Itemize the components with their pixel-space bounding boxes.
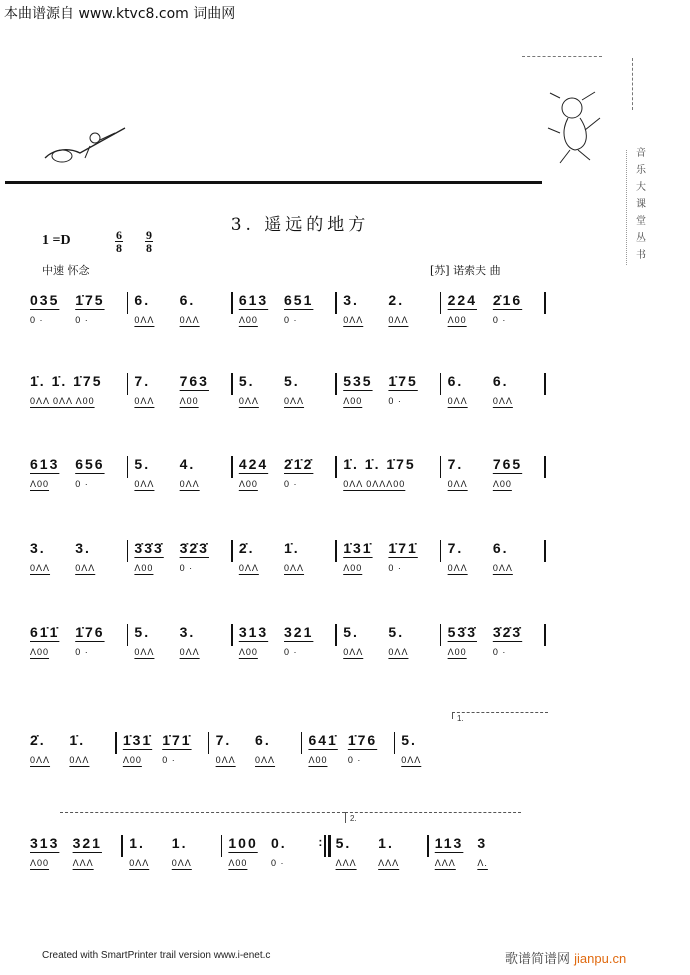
barline bbox=[329, 373, 343, 395]
melody-notes: 1̇75 bbox=[75, 292, 105, 308]
melody-notes: 2̇16 bbox=[492, 292, 523, 308]
melody-notes: 2̇. bbox=[30, 732, 46, 748]
accompaniment-notes: 0 · bbox=[347, 755, 362, 765]
accompaniment-notes: Λ00 bbox=[308, 755, 328, 765]
accompaniment-notes: Λ00 bbox=[134, 563, 154, 573]
melody-notes: 313 bbox=[238, 624, 269, 640]
barline bbox=[434, 373, 448, 395]
accompaniment-notes: 0ΛΛ 0ΛΛΛ00 bbox=[343, 479, 406, 489]
melody-notes: 641̇ bbox=[308, 732, 338, 748]
accompaniment-notes: 0 · bbox=[284, 315, 298, 325]
accompaniment-notes: 0 · bbox=[75, 315, 89, 325]
accompaniment-notes: 0ΛΛ bbox=[343, 647, 364, 657]
beat bbox=[448, 373, 493, 406]
melody-notes: 6. bbox=[492, 373, 509, 389]
accompaniment-notes: 0 · bbox=[492, 315, 507, 325]
melody-notes: 1̇71̇ bbox=[162, 732, 192, 748]
accompaniment-notes: 0 · bbox=[30, 315, 44, 325]
melody-notes: 6. bbox=[255, 732, 271, 748]
accompaniment-notes: 0ΛΛ bbox=[134, 479, 155, 489]
score-row bbox=[30, 292, 552, 325]
time-signature-9-8 bbox=[145, 229, 153, 254]
volta-bracket-2 bbox=[345, 812, 521, 823]
time-den: 8 bbox=[116, 241, 122, 255]
accompaniment-notes: 0 · bbox=[75, 647, 89, 657]
beat bbox=[123, 732, 162, 765]
melody-notes: 3. bbox=[75, 540, 91, 556]
volta-bracket-1 bbox=[452, 712, 548, 723]
accompaniment-notes: 0 · bbox=[492, 647, 507, 657]
beat bbox=[239, 624, 284, 657]
accompaniment-notes: Λ00 bbox=[447, 315, 467, 325]
accompaniment-notes: ΛΛΛ bbox=[434, 858, 456, 868]
decorative-dashed-line bbox=[522, 56, 602, 57]
accompaniment-notes: 0ΛΛ bbox=[388, 315, 409, 325]
beat bbox=[239, 456, 284, 489]
barline bbox=[120, 624, 134, 646]
beat bbox=[228, 835, 271, 868]
beat bbox=[343, 373, 388, 406]
melody-notes: 535 bbox=[343, 373, 373, 389]
beat bbox=[180, 456, 225, 489]
decorative-dotted-line bbox=[626, 150, 627, 265]
beat bbox=[343, 624, 388, 657]
beat bbox=[388, 292, 433, 325]
melody-notes: 5. bbox=[388, 624, 405, 640]
accompaniment-notes: 0ΛΛ bbox=[179, 647, 200, 657]
melody-notes: 1̇31̇ bbox=[122, 732, 153, 748]
melody-notes: 1̇76 bbox=[75, 624, 105, 640]
melody-notes: 763 bbox=[179, 373, 209, 389]
accompaniment-notes: Λ00 bbox=[30, 858, 50, 868]
source-watermark: 本曲谱源自 www.ktvc8.com 词曲网 bbox=[4, 6, 236, 22]
accompaniment-notes: Λ00 bbox=[30, 479, 50, 489]
melody-notes: 2̇. bbox=[238, 540, 255, 556]
barline bbox=[225, 373, 239, 395]
melody-notes: 3. bbox=[30, 540, 46, 556]
beat bbox=[493, 624, 538, 657]
melody-notes: 5. bbox=[134, 456, 151, 472]
song-title: 3. 遥远的地方 bbox=[230, 215, 370, 235]
accompaniment-notes: 0 · bbox=[179, 563, 194, 573]
accompaniment-notes: ΛΛΛ bbox=[335, 858, 357, 868]
melody-notes: 7. bbox=[447, 456, 464, 472]
beat bbox=[180, 624, 225, 657]
melody-notes: 321 bbox=[284, 624, 314, 640]
accompaniment-notes: 0ΛΛ bbox=[255, 755, 276, 765]
accompaniment-notes: 0ΛΛ bbox=[492, 563, 513, 573]
melody-notes: 0. bbox=[270, 835, 287, 851]
beat bbox=[448, 624, 493, 657]
accompaniment-notes: 0 · bbox=[284, 479, 298, 489]
melody-notes: 1. bbox=[171, 835, 188, 851]
beat bbox=[435, 835, 478, 868]
barline bbox=[434, 624, 448, 646]
barline bbox=[225, 624, 239, 646]
footer-site-logo bbox=[505, 948, 626, 967]
header-rule bbox=[5, 181, 542, 184]
barline bbox=[434, 292, 448, 314]
time-num: 9 bbox=[146, 228, 152, 242]
beat bbox=[343, 456, 433, 489]
accompaniment-notes: 0ΛΛ bbox=[447, 396, 468, 406]
barline bbox=[202, 732, 216, 754]
barline bbox=[115, 835, 129, 857]
dancing-character-illustration-icon bbox=[540, 88, 610, 168]
beat bbox=[239, 292, 284, 325]
accompaniment-notes: Λ00 bbox=[228, 858, 248, 868]
site-name: 歌谱简谱网 bbox=[505, 952, 571, 967]
accompaniment-notes: 0 · bbox=[388, 396, 402, 406]
melody-notes: 7. bbox=[447, 540, 464, 556]
barline bbox=[538, 292, 552, 314]
beat bbox=[180, 540, 225, 573]
accompaniment-notes: Λ00 bbox=[238, 479, 258, 489]
beat bbox=[75, 624, 120, 657]
melody-notes: 4. bbox=[179, 456, 196, 472]
beat bbox=[388, 373, 433, 406]
accompaniment-notes: Λ00 bbox=[238, 315, 258, 325]
melody-notes: 1̇76 bbox=[347, 732, 378, 748]
volta-2-label: 2. bbox=[350, 814, 357, 823]
melody-notes: 321 bbox=[72, 835, 102, 851]
repeat-barline: : bbox=[314, 835, 336, 857]
melody-notes: 613 bbox=[30, 456, 60, 472]
beat bbox=[30, 624, 75, 657]
melody-notes: 224 bbox=[447, 292, 477, 308]
accompaniment-notes: 0ΛΛ bbox=[447, 563, 468, 573]
beat bbox=[172, 835, 215, 868]
beat bbox=[180, 292, 225, 325]
melody-notes: 3̇2̇3̇ bbox=[179, 540, 209, 556]
barline bbox=[120, 456, 134, 478]
melody-notes: 1̇31̇ bbox=[343, 540, 373, 556]
accompaniment-notes: 0ΛΛ bbox=[215, 755, 236, 765]
beat bbox=[134, 624, 179, 657]
beat bbox=[284, 456, 329, 489]
violin-player-illustration-icon bbox=[40, 118, 130, 168]
melody-notes: 1̇. bbox=[69, 732, 86, 748]
accompaniment-notes: 0ΛΛ bbox=[388, 647, 409, 657]
composer-credit: [苏] 诺索夫 曲 bbox=[430, 264, 501, 277]
melody-notes: 1̇. bbox=[284, 540, 300, 556]
melody-notes: 2̇1̇2̇ bbox=[284, 456, 314, 472]
accompaniment-notes: 0ΛΛ bbox=[401, 755, 422, 765]
barline bbox=[214, 835, 228, 857]
beat bbox=[129, 835, 172, 868]
beat bbox=[30, 732, 69, 765]
barline bbox=[225, 540, 239, 562]
melody-notes: 3 bbox=[477, 835, 488, 851]
beat bbox=[134, 456, 179, 489]
accompaniment-notes: 0ΛΛ bbox=[238, 563, 259, 573]
barline bbox=[225, 292, 239, 314]
beat bbox=[493, 373, 538, 406]
melody-notes: 7. bbox=[134, 373, 151, 389]
beat bbox=[30, 456, 75, 489]
beat bbox=[493, 540, 538, 573]
melody-notes: 5. bbox=[343, 624, 359, 640]
score-row bbox=[30, 373, 552, 406]
melody-notes: 5. bbox=[284, 373, 300, 389]
accompaniment-notes: 0ΛΛ bbox=[343, 315, 364, 325]
melody-notes: 5. bbox=[238, 373, 255, 389]
beat bbox=[343, 540, 388, 573]
melody-notes: 3. bbox=[343, 292, 359, 308]
accompaniment-notes: Λ00 bbox=[122, 755, 142, 765]
melody-notes: 53̇3̇ bbox=[447, 624, 477, 640]
beat bbox=[180, 373, 225, 406]
beat bbox=[134, 292, 179, 325]
footer-creator-note: Created with SmartPrinter trail version www.i-enet.c bbox=[42, 950, 271, 961]
score-row bbox=[30, 732, 480, 765]
barline bbox=[109, 732, 123, 754]
melody-notes: 3̇2̇3̇ bbox=[492, 624, 523, 640]
accompaniment-notes: Λ00 bbox=[30, 647, 50, 657]
beat bbox=[493, 456, 538, 489]
accompaniment-notes: 0 · bbox=[284, 647, 298, 657]
accompaniment-notes: 0ΛΛ bbox=[30, 755, 51, 765]
score-row bbox=[30, 624, 552, 657]
key-signature: 1 =D bbox=[42, 233, 71, 248]
accompaniment-notes: Λ00 bbox=[179, 396, 199, 406]
score-row bbox=[30, 540, 552, 573]
beat bbox=[493, 292, 538, 325]
beat bbox=[216, 732, 255, 765]
melody-notes: 765 bbox=[492, 456, 523, 472]
melody-notes: 1. bbox=[378, 835, 394, 851]
melody-notes: 100 bbox=[228, 835, 258, 851]
melody-notes: 1̇. 1̇. 1̇75 bbox=[343, 456, 416, 472]
accompaniment-notes: 0ΛΛ bbox=[134, 396, 155, 406]
melody-notes: 61̇1̇ bbox=[30, 624, 60, 640]
beat bbox=[448, 540, 493, 573]
beat bbox=[343, 292, 388, 325]
melody-notes: 424 bbox=[238, 456, 269, 472]
beat bbox=[134, 540, 179, 573]
barline bbox=[421, 835, 435, 857]
accompaniment-notes: 0ΛΛ bbox=[179, 315, 200, 325]
beat bbox=[75, 540, 120, 573]
accompaniment-notes: ΛΛΛ bbox=[72, 858, 94, 868]
accompaniment-notes: Λ. bbox=[477, 858, 488, 868]
beat bbox=[448, 292, 493, 325]
beat bbox=[75, 292, 120, 325]
accompaniment-notes: Λ00 bbox=[343, 396, 363, 406]
accompaniment-notes: Λ00 bbox=[492, 479, 512, 489]
melody-notes: 1̇71̇ bbox=[388, 540, 418, 556]
melody-notes: 1̇75 bbox=[388, 373, 418, 389]
beat bbox=[73, 835, 116, 868]
accompaniment-notes: 0ΛΛ bbox=[284, 563, 305, 573]
melody-notes: 3. bbox=[179, 624, 196, 640]
accompaniment-notes: 0ΛΛ bbox=[30, 563, 51, 573]
accompaniment-notes: 0ΛΛ bbox=[129, 858, 150, 868]
beat bbox=[448, 456, 493, 489]
accompaniment-notes: 0ΛΛ bbox=[134, 315, 155, 325]
barline bbox=[329, 624, 343, 646]
barline bbox=[434, 540, 448, 562]
accompaniment-notes: 0ΛΛ bbox=[447, 479, 468, 489]
melody-notes: 5. bbox=[134, 624, 151, 640]
accompaniment-notes: 0ΛΛ bbox=[171, 858, 192, 868]
beat bbox=[284, 624, 329, 657]
accompaniment-notes: Λ00 bbox=[343, 563, 363, 573]
barline bbox=[294, 732, 308, 754]
melody-notes: 6. bbox=[134, 292, 151, 308]
accompaniment-notes: 0ΛΛ bbox=[492, 396, 513, 406]
barline bbox=[225, 456, 239, 478]
beat bbox=[271, 835, 314, 868]
melody-notes: 113 bbox=[434, 835, 464, 851]
melody-notes: 3̇3̇3̇ bbox=[134, 540, 164, 556]
score-row bbox=[30, 456, 552, 489]
barline bbox=[538, 624, 552, 646]
barline bbox=[329, 292, 343, 314]
accompaniment-notes: 0 · bbox=[162, 755, 176, 765]
time-den: 8 bbox=[146, 241, 152, 255]
accompaniment-notes: Λ00 bbox=[238, 647, 258, 657]
beat bbox=[239, 373, 284, 406]
accompaniment-notes: 0 · bbox=[75, 479, 89, 489]
beat bbox=[401, 732, 440, 765]
accompaniment-notes: Λ00 bbox=[447, 647, 467, 657]
beat bbox=[378, 835, 421, 868]
accompaniment-notes: 0 · bbox=[270, 858, 285, 868]
accompaniment-notes: 0ΛΛ bbox=[75, 563, 96, 573]
accompaniment-notes: 0ΛΛ bbox=[284, 396, 305, 406]
beat bbox=[75, 456, 120, 489]
beat bbox=[348, 732, 387, 765]
barline bbox=[538, 373, 552, 395]
beat bbox=[308, 732, 347, 765]
accompaniment-notes: 0ΛΛ 0ΛΛ Λ00 bbox=[30, 396, 95, 406]
melody-notes: 035 bbox=[30, 292, 60, 308]
beat bbox=[284, 540, 329, 573]
beat bbox=[30, 373, 120, 406]
melody-notes: 2. bbox=[388, 292, 405, 308]
beat bbox=[69, 732, 108, 765]
beat bbox=[162, 732, 201, 765]
melody-notes: 1̇. 1̇. 1̇75 bbox=[30, 373, 103, 389]
beat bbox=[284, 292, 329, 325]
barline bbox=[434, 456, 448, 478]
melody-notes: 6. bbox=[492, 540, 509, 556]
barline bbox=[120, 540, 134, 562]
beat bbox=[388, 624, 433, 657]
beat bbox=[30, 835, 73, 868]
beat bbox=[388, 540, 433, 573]
melody-notes: 5. bbox=[335, 835, 352, 851]
beat bbox=[30, 540, 75, 573]
barline bbox=[538, 456, 552, 478]
score-row bbox=[30, 835, 520, 868]
barline bbox=[120, 292, 134, 314]
beat bbox=[30, 292, 75, 325]
accompaniment-notes: ΛΛΛ bbox=[378, 858, 400, 868]
melody-notes: 1. bbox=[129, 835, 145, 851]
barline bbox=[120, 373, 134, 395]
accompaniment-notes: 0 · bbox=[388, 563, 402, 573]
volta-1-label: 1. bbox=[457, 714, 464, 723]
accompaniment-notes: 0ΛΛ bbox=[69, 755, 90, 765]
site-url: jianpu.cn bbox=[574, 951, 627, 966]
accompaniment-notes: 0ΛΛ bbox=[238, 396, 259, 406]
decorative-dashed-line bbox=[632, 58, 633, 110]
barline bbox=[329, 456, 343, 478]
time-signature-6-8 bbox=[115, 229, 123, 254]
barline bbox=[329, 540, 343, 562]
accompaniment-notes: 0ΛΛ bbox=[134, 647, 155, 657]
beat bbox=[134, 373, 179, 406]
volta-line bbox=[60, 812, 345, 813]
barline bbox=[538, 540, 552, 562]
melody-notes: 6. bbox=[179, 292, 196, 308]
tempo-marking: 中速 怀念 bbox=[42, 264, 90, 277]
melody-notes: 656 bbox=[75, 456, 105, 472]
barline bbox=[387, 732, 401, 754]
melody-notes: 7. bbox=[215, 732, 232, 748]
beat bbox=[255, 732, 294, 765]
melody-notes: 613 bbox=[238, 292, 269, 308]
melody-notes: 651 bbox=[284, 292, 314, 308]
time-num: 6 bbox=[116, 228, 122, 242]
series-title-vertical: 音乐大课堂丛书 bbox=[636, 148, 646, 261]
beat bbox=[441, 732, 480, 755]
melody-notes: 6. bbox=[447, 373, 464, 389]
beat bbox=[336, 835, 379, 868]
beat bbox=[477, 835, 520, 868]
melody-notes: 313 bbox=[30, 835, 60, 851]
melody-notes: 5. bbox=[401, 732, 417, 748]
accompaniment-notes: 0ΛΛ bbox=[179, 479, 200, 489]
beat bbox=[284, 373, 329, 406]
beat bbox=[239, 540, 284, 573]
